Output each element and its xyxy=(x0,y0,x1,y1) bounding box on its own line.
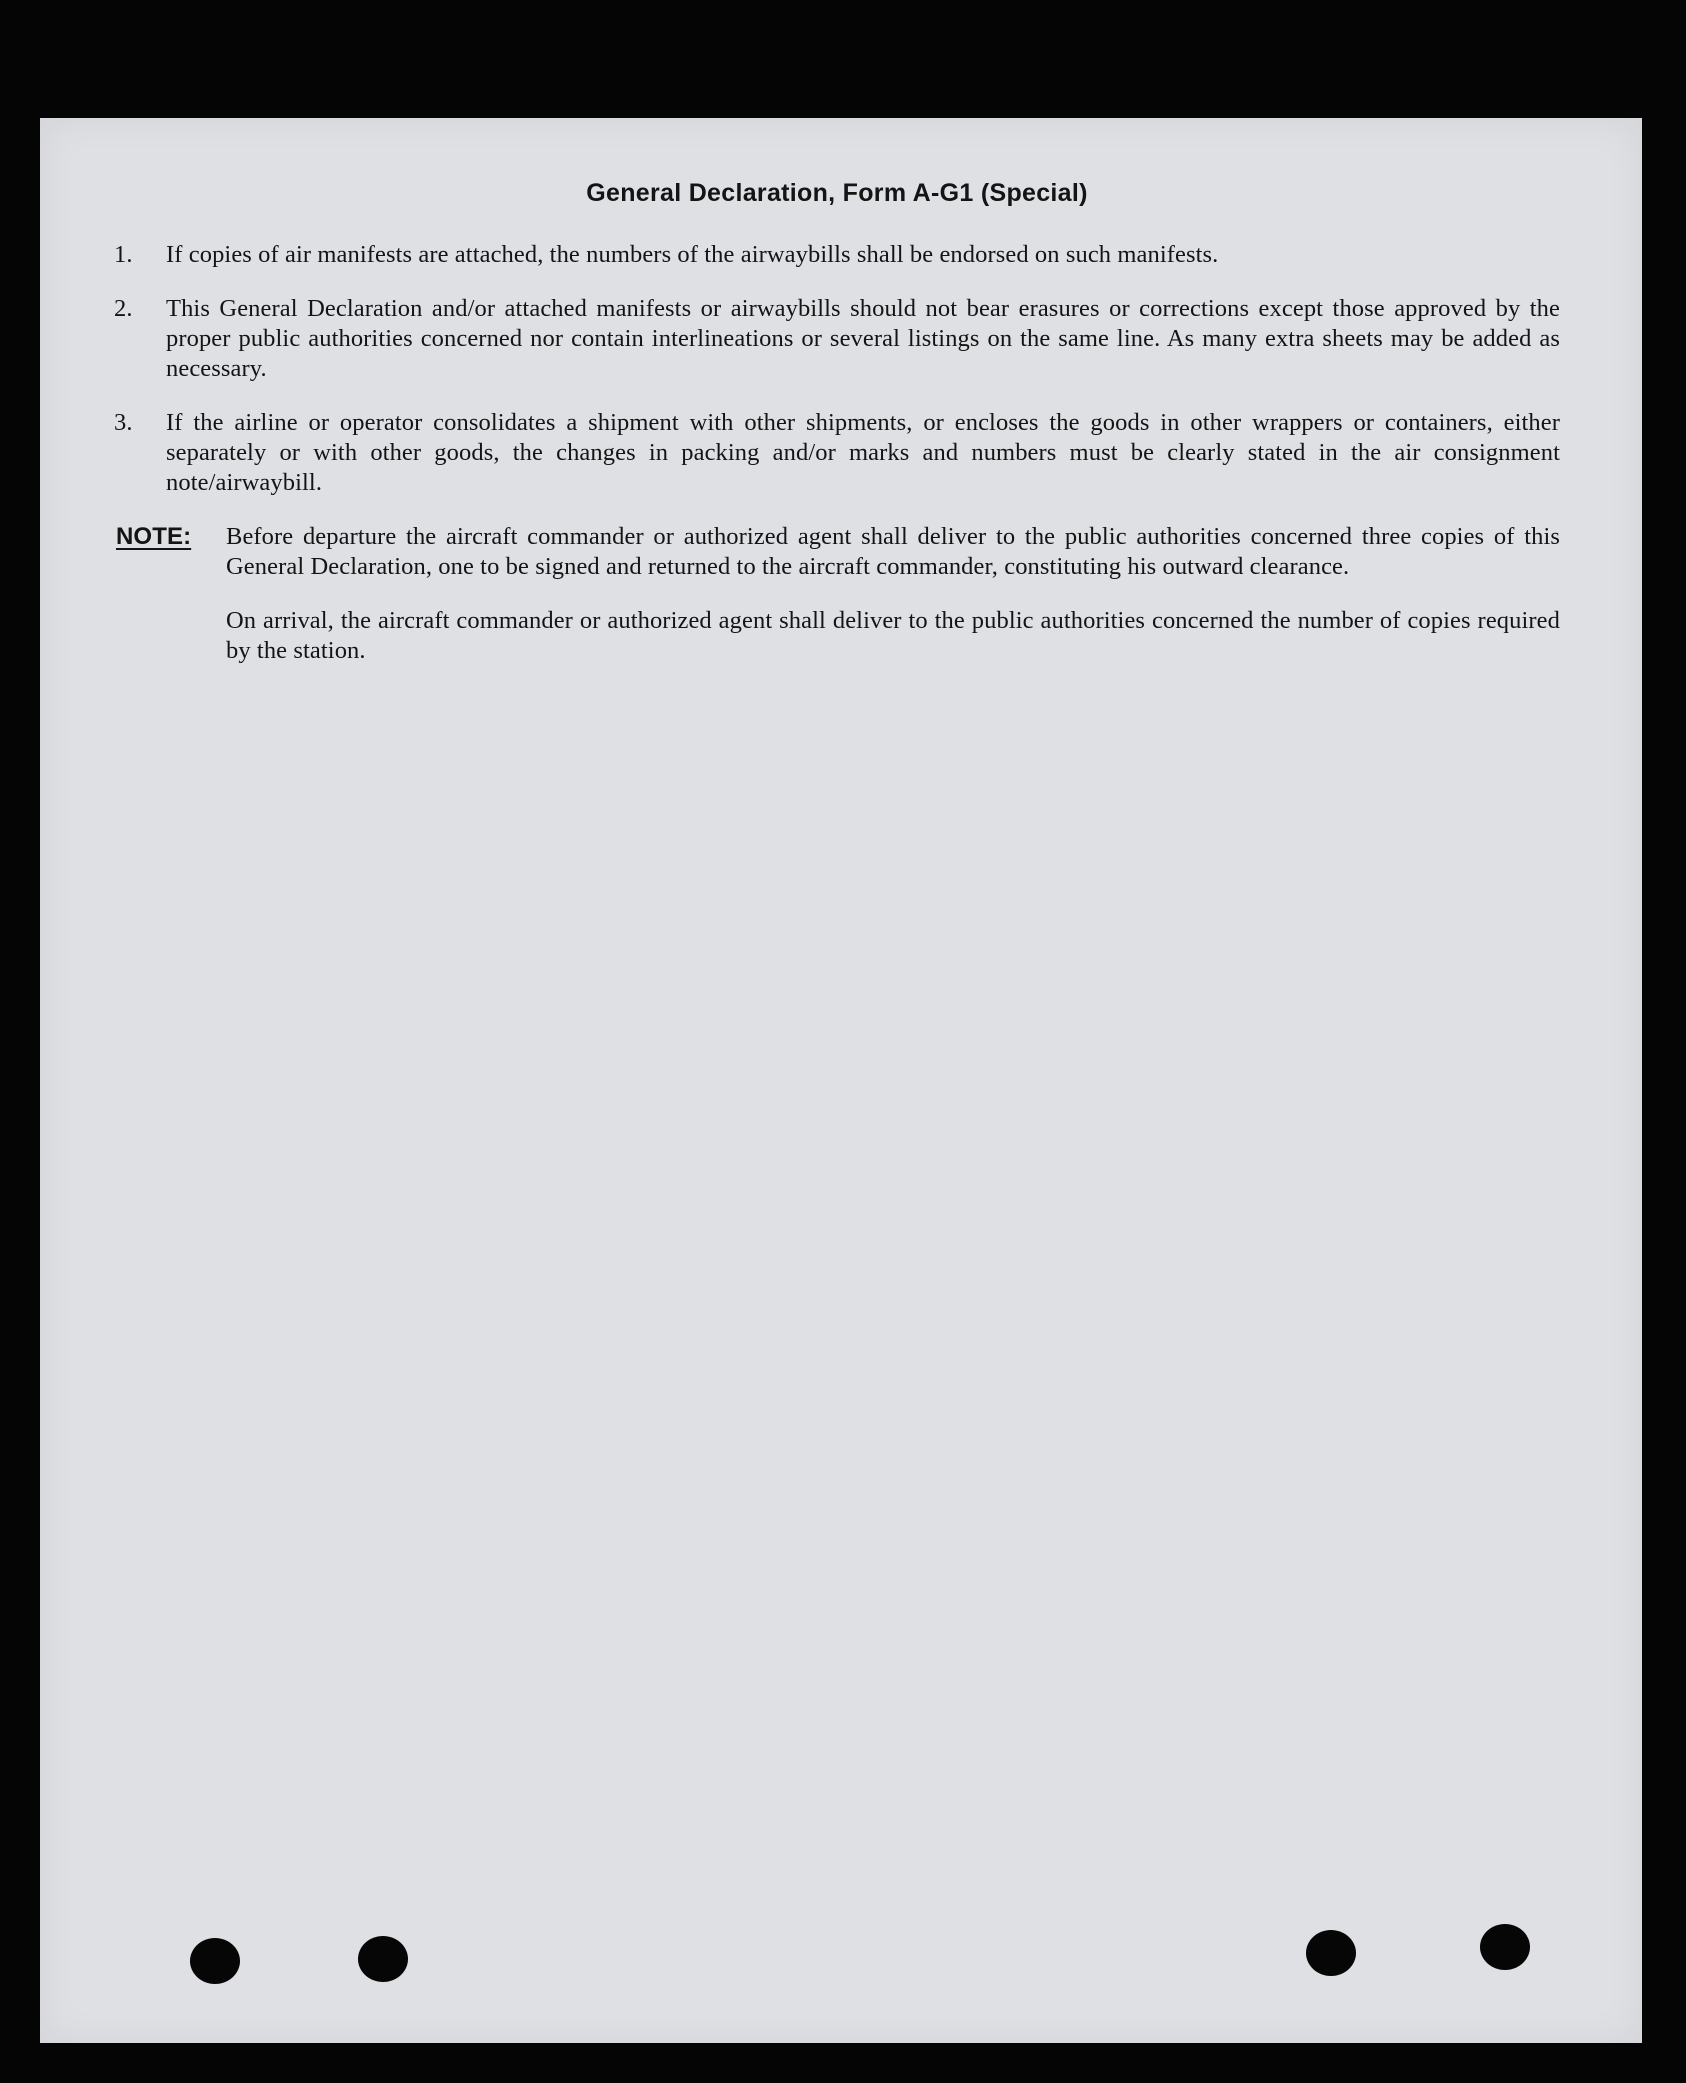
document-title: General Declaration, Form A-G1 (Special) xyxy=(586,179,1088,207)
instruction-item-1 xyxy=(114,240,1560,270)
punch-hole-1 xyxy=(190,1938,240,1984)
note-paragraph-departure: Before departure the aircraft commander or authorized agent shall deliver to the public authorities concerned three copies of this General Declaration, one to be signed and returned to the aircraft commander, constituting his outward clearance. xyxy=(226,523,1560,580)
document-body xyxy=(114,178,1560,690)
item-text: This General Declaration and/or attached manifests or airwaybills should not bear erasures or corrections except those approved by the proper public authorities concerned nor contain interlineations or several listings on the same line. As many extra sheets may be added as necessary. xyxy=(166,295,1560,382)
item-number: 1. xyxy=(114,241,133,268)
item-number: 2. xyxy=(114,295,133,322)
note-body xyxy=(226,522,1560,690)
note-section xyxy=(114,522,1560,690)
instruction-item-2 xyxy=(114,294,1560,384)
item-text: If copies of air manifests are attached, the numbers of the airwaybills shall be endorsed on such manifests. xyxy=(166,241,1219,268)
punch-hole-2 xyxy=(358,1936,408,1982)
punch-hole-4 xyxy=(1480,1924,1530,1970)
punch-hole-3 xyxy=(1306,1930,1356,1976)
item-number: 3. xyxy=(114,409,133,436)
instruction-item-3 xyxy=(114,408,1560,498)
note-label: NOTE: xyxy=(116,523,192,550)
note-paragraph-arrival: On arrival, the aircraft commander or authorized agent shall deliver to the public authorities concerned the number of copies required by the station. xyxy=(226,607,1560,664)
item-text: If the airline or operator consolidates a shipment with other shipments, or encloses the goods in other wrappers or containers, either separately or with other goods, the changes in packing and/or marks and numbers must be clearly stated in the air consignment note/airwaybill. xyxy=(166,409,1560,496)
